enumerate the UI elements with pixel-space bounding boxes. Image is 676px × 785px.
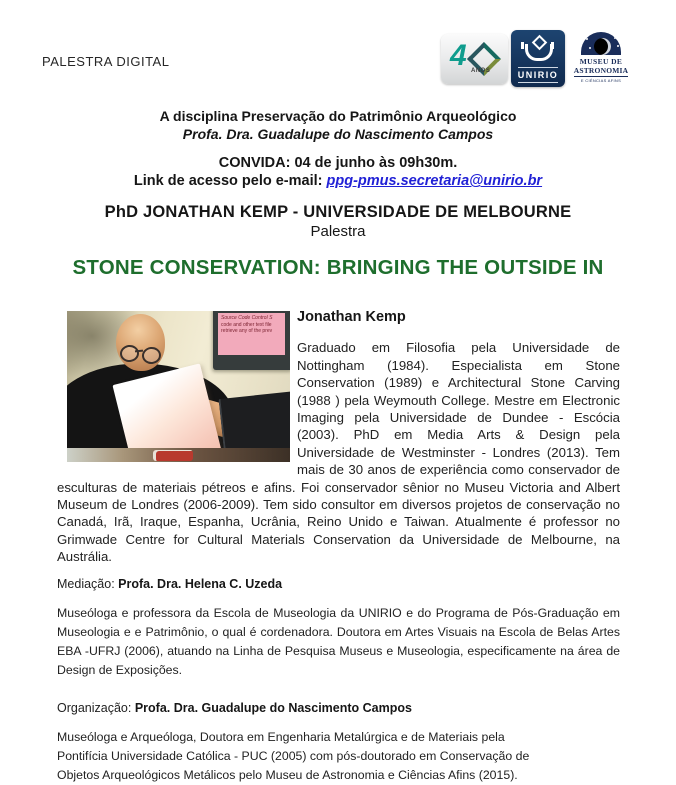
slide-content: Source Code Control S code and other text file retrieve any of the prev (218, 313, 285, 355)
bio-name: Jonathan Kemp (297, 309, 406, 325)
unirio-label: UNIRIO (517, 70, 559, 80)
discipline-title: A disciplina Preservação do Patrimônio Arqueológico (159, 108, 517, 124)
logo-row (441, 28, 634, 92)
mediation-line (57, 575, 620, 593)
organization-label: Organização: (57, 700, 135, 715)
mast-label-2: ASTRONOMIA (573, 66, 629, 75)
mast-label-3: E CIÊNCIAS AFINS (580, 78, 622, 83)
organization-line (57, 699, 620, 717)
access-link-label: Link de acesso pelo e-mail: (133, 173, 327, 189)
organization-name: Profa. Dra. Guadalupe do Nascimento Campos (134, 700, 412, 715)
invite-datetime: CONVIDA: 04 de junho às 09h30m. (218, 155, 458, 171)
main-content (57, 300, 620, 785)
logo-museu-astronomia (568, 28, 634, 92)
access-link-line (0, 173, 676, 189)
organization-paragraph: Museóloga e Arqueóloga, Doutora em Engenharia Metalúrgica e de Materiais pela Pontifícia Universidade Católica - PUC (2005) com pós-doutorado em Conservação de Objetos Arqueológicos Metálicos pelo Museu de Astronomia e Ciências Afins (2015). (57, 729, 530, 782)
mediation-label: Mediação: (57, 576, 119, 591)
mediation-paragraph: Museóloga e professora da Escola de Museologia da UNIRIO e do Programa de Pós-Graduação em Museologia e e Patrimônio, o qual é cordenadora. Doutora em Artes Visuais na Escola de Belas Artes EBA -UFRJ (2006), atuando na Linha de Pesquisa Museus e Museologia, especificamente na área de Design de Exposições. (57, 605, 620, 677)
observatory-dome-icon (581, 32, 621, 55)
40-anos-number: 4 (450, 39, 467, 72)
unirio-u-icon (525, 44, 553, 61)
email-link[interactable]: ppg-pmus.secretaria@unirio.br (326, 173, 543, 189)
page-title: PALESTRA DIGITAL (42, 54, 170, 69)
mediation-name: Profa. Dra. Helena C. Uzeda (118, 576, 283, 591)
speaker-head (116, 314, 165, 371)
logo-40-anos (441, 34, 508, 84)
event-type: Palestra (310, 223, 366, 240)
bio-paragraph: Graduado em Filosofia pela Universidade de Nottingham (1984). Especialista em Stone Conservation (1989) e Architectural Stone Carving (1988 ) pela Weymouth College. Mestre em Electronic Imaging pela Universidade de Dundee - Escócia (2003). PhD em Media Arts & Design pela Universidade de Westminster - Londres (2013). Tem mais de 30 anos de experiência como conservador de esculturas de materiais pétreos e afins. Foi conservador sênior no Museu Victoria and Albert Museum de Londres (2006-2009). Tem sido consultor em diversos projetos de conservação no Canadá, Irã, Iraque, Espanha, Ucrânia, Reino Unido e Taiwan. Atualmente é professor no Grimwade Centre for Cultural Materials Conservation da Universidade de Melbourne, na Austrália. (57, 340, 620, 565)
40-anos-label: ANOS (471, 68, 491, 74)
logo-unirio (511, 30, 565, 87)
lecture-title: STONE CONSERVATION: BRINGING THE OUTSIDE IN (72, 256, 604, 279)
discipline-professor: Profa. Dra. Guadalupe do Nascimento Campos (182, 126, 494, 142)
speaker-photo (67, 311, 290, 462)
presentation-screen (213, 311, 290, 370)
mast-label-1: MUSEU DE (579, 57, 623, 66)
speaker-name-university: PhD JONATHAN KEMP - UNIVERSIDADE DE MELBOURNE (104, 203, 572, 221)
